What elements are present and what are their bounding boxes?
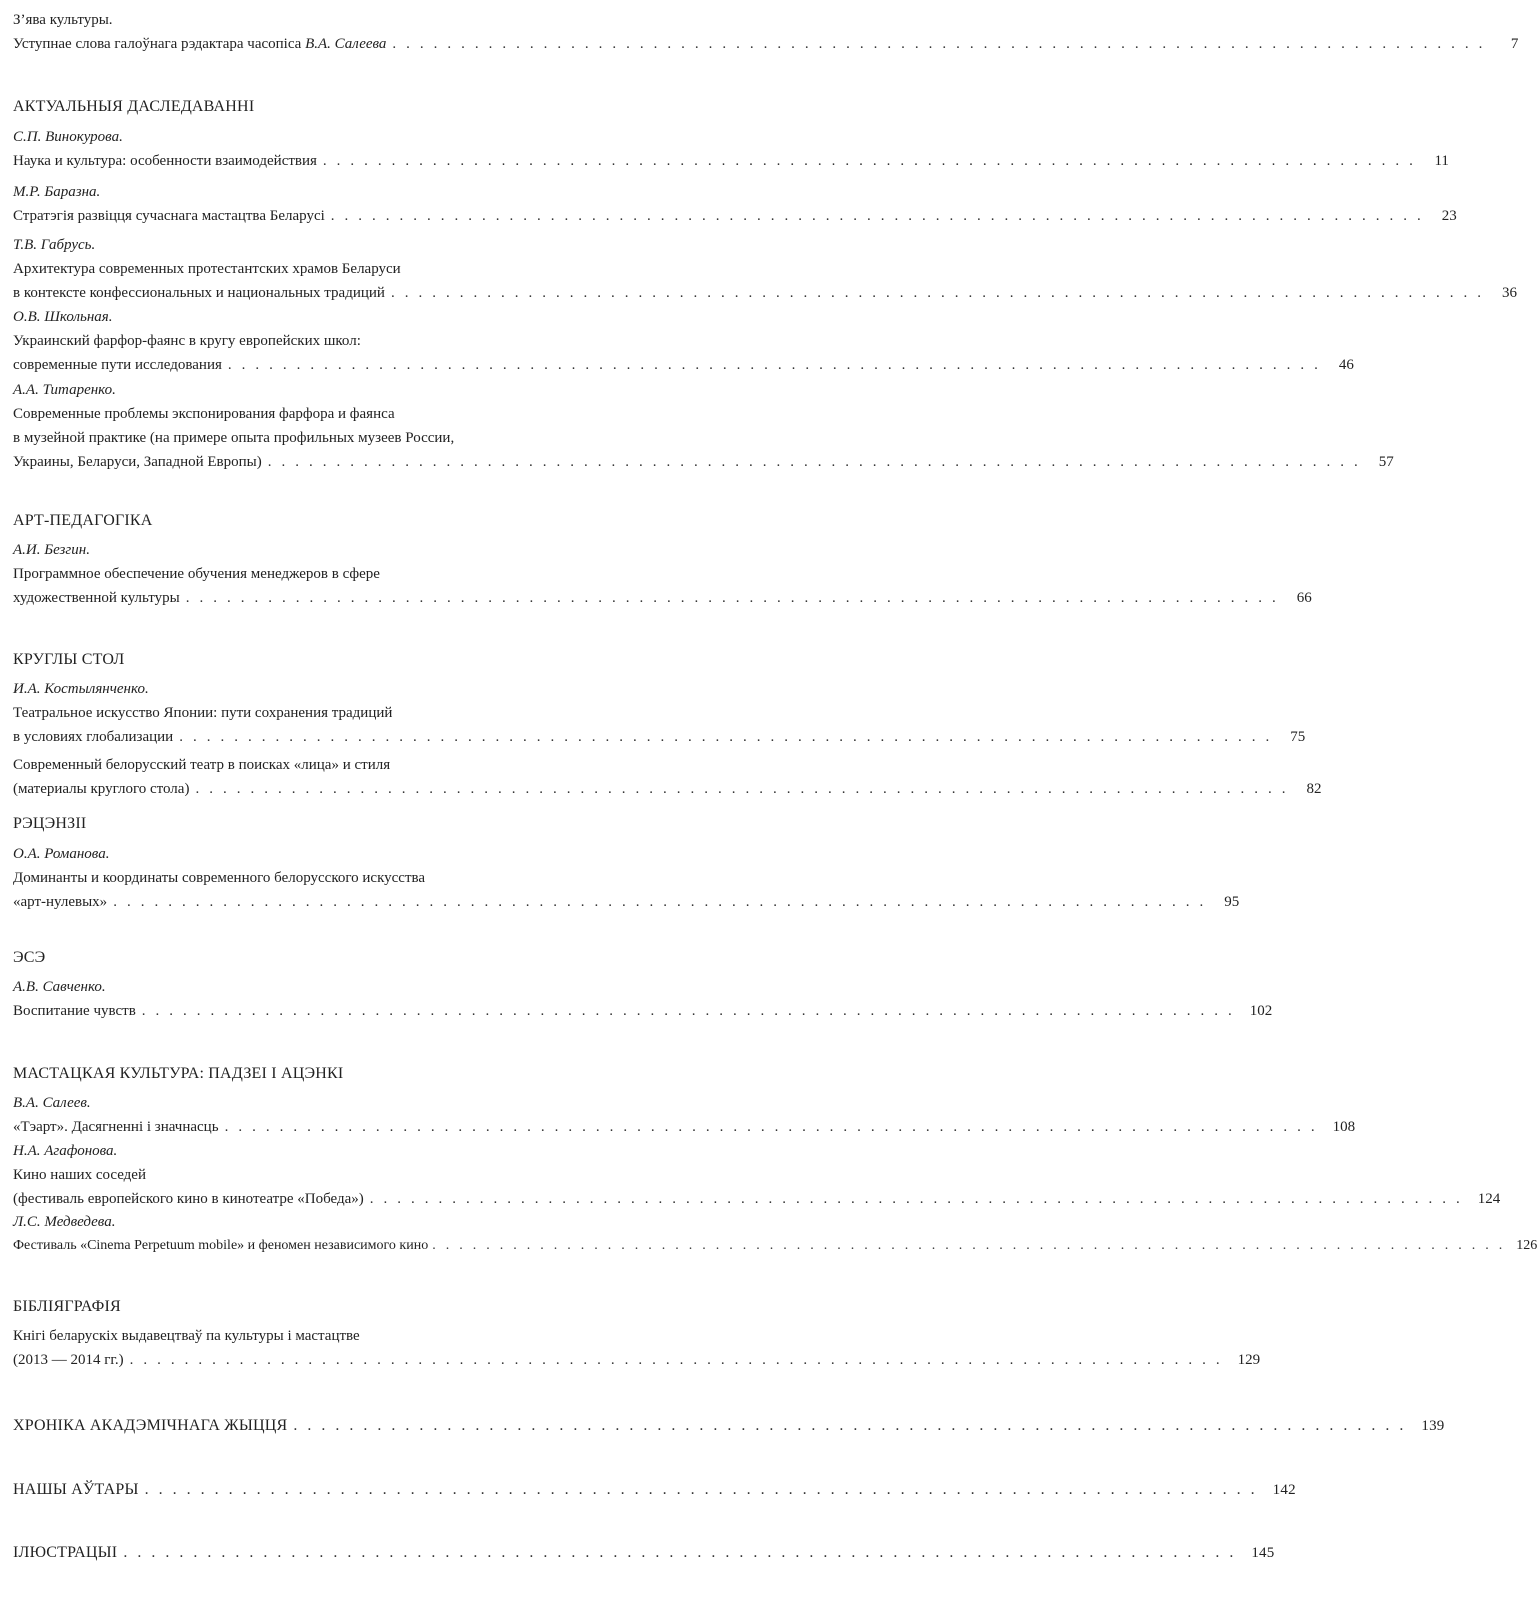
leader-dots: ................................................................................ [392, 36, 1493, 52]
toc-entry [13, 842, 1240, 914]
entry-title: Стратэгія развіцця сучаснага мастацтва Беларусі [13, 208, 325, 224]
entry-row [13, 1234, 1537, 1258]
entry-row [13, 1414, 1445, 1438]
entry-line: Доминанты и координаты современного белорусского искусства [13, 870, 426, 886]
entry-line: Программное обеспечение обучения менеджеров в сфере [13, 566, 380, 582]
section-heading: МАСТАЦКАЯ КУЛЬТУРА: ПАДЗЕІ І АЦЭНКІ [13, 1065, 344, 1082]
entry-row [13, 1541, 1275, 1565]
entry-title: (фестиваль европейского кино в кинотеатре «Победа») [13, 1191, 364, 1207]
entry-row [13, 281, 1517, 305]
entry-row [13, 32, 1519, 56]
entry-title: «арт-нулевых» [13, 894, 108, 910]
leader-dots: ................................................................................ [179, 729, 1280, 745]
entry-title: Наука и культура: особенности взаимодействия [13, 153, 317, 169]
toc-entry [13, 1541, 1275, 1565]
entry-author: Т.В. Габрусь. [13, 237, 96, 253]
toc-entry [13, 1478, 1296, 1502]
entry-row [13, 353, 1354, 377]
toc-entry [13, 180, 1457, 228]
section-heading: ХРОНІКА АКАДЭМІЧНАГА ЖЫЦЦЯ [13, 1417, 288, 1434]
section-heading: НАШЫ АЎТАРЫ [13, 1481, 139, 1498]
toc-entry [13, 305, 1354, 377]
entry-title-italic: В.А. Салеева [305, 36, 387, 52]
leader-dots: ................................................................................ [195, 781, 1296, 797]
page-number: 139 [1421, 1418, 1445, 1434]
entry-title: современные пути исследования [13, 357, 222, 373]
entry-row [13, 1187, 1501, 1211]
entry-row [13, 1115, 1356, 1139]
entry-title: Воспитание чувств [13, 1003, 136, 1019]
toc-entry [13, 125, 1449, 173]
page-number: 95 [1224, 894, 1240, 910]
toc-entry [13, 1210, 1537, 1258]
entry-row [13, 450, 1394, 474]
page-number: 23 [1441, 208, 1457, 224]
entry-author: И.А. Костылянченко. [13, 681, 149, 697]
entry-author: А.И. Безгин. [13, 542, 90, 558]
toc-entry [13, 753, 1322, 801]
entry-author: А.А. Титаренко. [13, 382, 116, 398]
entry-row [13, 149, 1449, 173]
leader-dots: ................................................................................ [330, 208, 1431, 224]
section-heading: РЭЦЭНЗІІ [13, 815, 87, 832]
toc-entry [13, 677, 1306, 749]
entry-author: А.В. Савченко. [13, 979, 106, 995]
section-heading: БІБЛІЯГРАФІЯ [13, 1298, 121, 1315]
page-number: 7 [1510, 36, 1519, 52]
page-number: 102 [1249, 1003, 1273, 1019]
leader-dots: ................................................................................ [144, 1481, 1265, 1498]
section-heading: ЭСЭ [13, 949, 46, 966]
page-number: 75 [1290, 729, 1306, 745]
leader-dots: ................................................................................ [432, 1238, 1513, 1253]
entry-line: Архитектура современных протестантских храмов Беларуси [13, 261, 401, 277]
page-number: 108 [1332, 1119, 1356, 1135]
page-number: 145 [1251, 1545, 1275, 1561]
entry-row [13, 999, 1273, 1023]
leader-dots: ................................................................................ [224, 1119, 1325, 1135]
toc-entry [13, 1091, 1356, 1139]
page-number: 124 [1477, 1191, 1501, 1207]
leader-dots: ................................................................................ [129, 1352, 1230, 1368]
entry-line: в музейной практике (на примере опыта профильных музеев России, [13, 430, 455, 446]
toc-entry [13, 8, 1519, 56]
leader-dots: ................................................................................ [390, 285, 1491, 301]
toc-entry [13, 975, 1273, 1023]
entry-row [13, 777, 1322, 801]
entry-heading: З’ява культуры. [13, 12, 113, 28]
toc-entry [13, 378, 1394, 474]
toc-entry [13, 1414, 1445, 1438]
entry-row [13, 586, 1312, 610]
entry-title: в контексте конфессиональных и национальных традиций [13, 285, 385, 301]
entry-author: О.А. Романова. [13, 846, 110, 862]
leader-dots: ................................................................................ [322, 153, 1423, 169]
entry-line: Украинский фарфор-фаянс в кругу европейских школ: [13, 333, 361, 349]
entry-author: М.Р. Баразна. [13, 184, 101, 200]
entry-title: в условиях глобализации [13, 729, 174, 745]
page-number: 82 [1306, 781, 1322, 797]
entry-row [13, 204, 1457, 228]
section-heading: АРТ-ПЕДАГОГІКА [13, 512, 153, 529]
entry-title: «Тэарт». Дасягненні і значнасць [13, 1119, 219, 1135]
leader-dots: ................................................................................ [141, 1003, 1242, 1019]
leader-dots: ................................................................................ [369, 1191, 1470, 1207]
entry-row [13, 890, 1240, 914]
section-heading: АКТУАЛЬНЫЯ ДАСЛЕДАВАННІ [13, 98, 255, 115]
entry-author: Н.А. Агафонова. [13, 1143, 118, 1159]
page-number: 142 [1272, 1482, 1296, 1498]
toc-entry [13, 1324, 1261, 1372]
entry-author: С.П. Винокурова. [13, 129, 123, 145]
entry-row [13, 1348, 1261, 1372]
page-number: 36 [1501, 285, 1517, 301]
entry-author: О.В. Школьная. [13, 309, 113, 325]
leader-dots: ................................................................................ [123, 1544, 1244, 1561]
section-heading: КРУГЛЫ СТОЛ [13, 651, 125, 668]
entry-title: художественной культуры [13, 590, 180, 606]
entry-row [13, 1478, 1296, 1502]
leader-dots: ................................................................................ [227, 357, 1328, 373]
toc-entry [13, 233, 1517, 305]
leader-dots: ................................................................................ [185, 590, 1286, 606]
page-number: 126 [1516, 1238, 1537, 1253]
entry-line: Театральное искусство Японии: пути сохранения традиций [13, 705, 393, 721]
leader-dots: ................................................................................ [113, 894, 1214, 910]
page-number: 57 [1378, 454, 1394, 470]
entry-line: Современные проблемы экспонирования фарфора и фаянса [13, 406, 395, 422]
entry-author: Л.С. Медведева. [13, 1214, 116, 1230]
entry-title: (материалы круглого стола) [13, 781, 190, 797]
toc-entry [13, 1139, 1501, 1211]
toc-entry [13, 538, 1312, 610]
entry-title: Уступнае слова галоўнага рэдактара часопіса В.А. Салеева [13, 36, 387, 52]
entry-title: Фестиваль «Cinema Perpetuum mobile» и феномен независимого кино [13, 1238, 429, 1253]
section-heading: ІЛЮСТРАЦЫІ [13, 1544, 118, 1561]
entry-title: Украины, Беларуси, Западной Европы) [13, 454, 262, 470]
entry-title: (2013 — 2014 гг.) [13, 1352, 124, 1368]
entry-line: Современный белорусский театр в поисках «лица» и стиля [13, 757, 391, 773]
entry-line: Кино наших соседей [13, 1167, 146, 1183]
entry-line: Кнігі беларускіх выдавецтваў па культуры і мастацтве [13, 1328, 360, 1344]
entry-author: В.А. Салеев. [13, 1095, 91, 1111]
leader-dots: ................................................................................ [267, 454, 1368, 470]
leader-dots: ................................................................................ [293, 1417, 1414, 1434]
entry-row [13, 725, 1306, 749]
page-number: 129 [1237, 1352, 1261, 1368]
page-number: 46 [1338, 357, 1354, 373]
page-number: 66 [1296, 590, 1312, 606]
page-number: 11 [1434, 153, 1449, 169]
